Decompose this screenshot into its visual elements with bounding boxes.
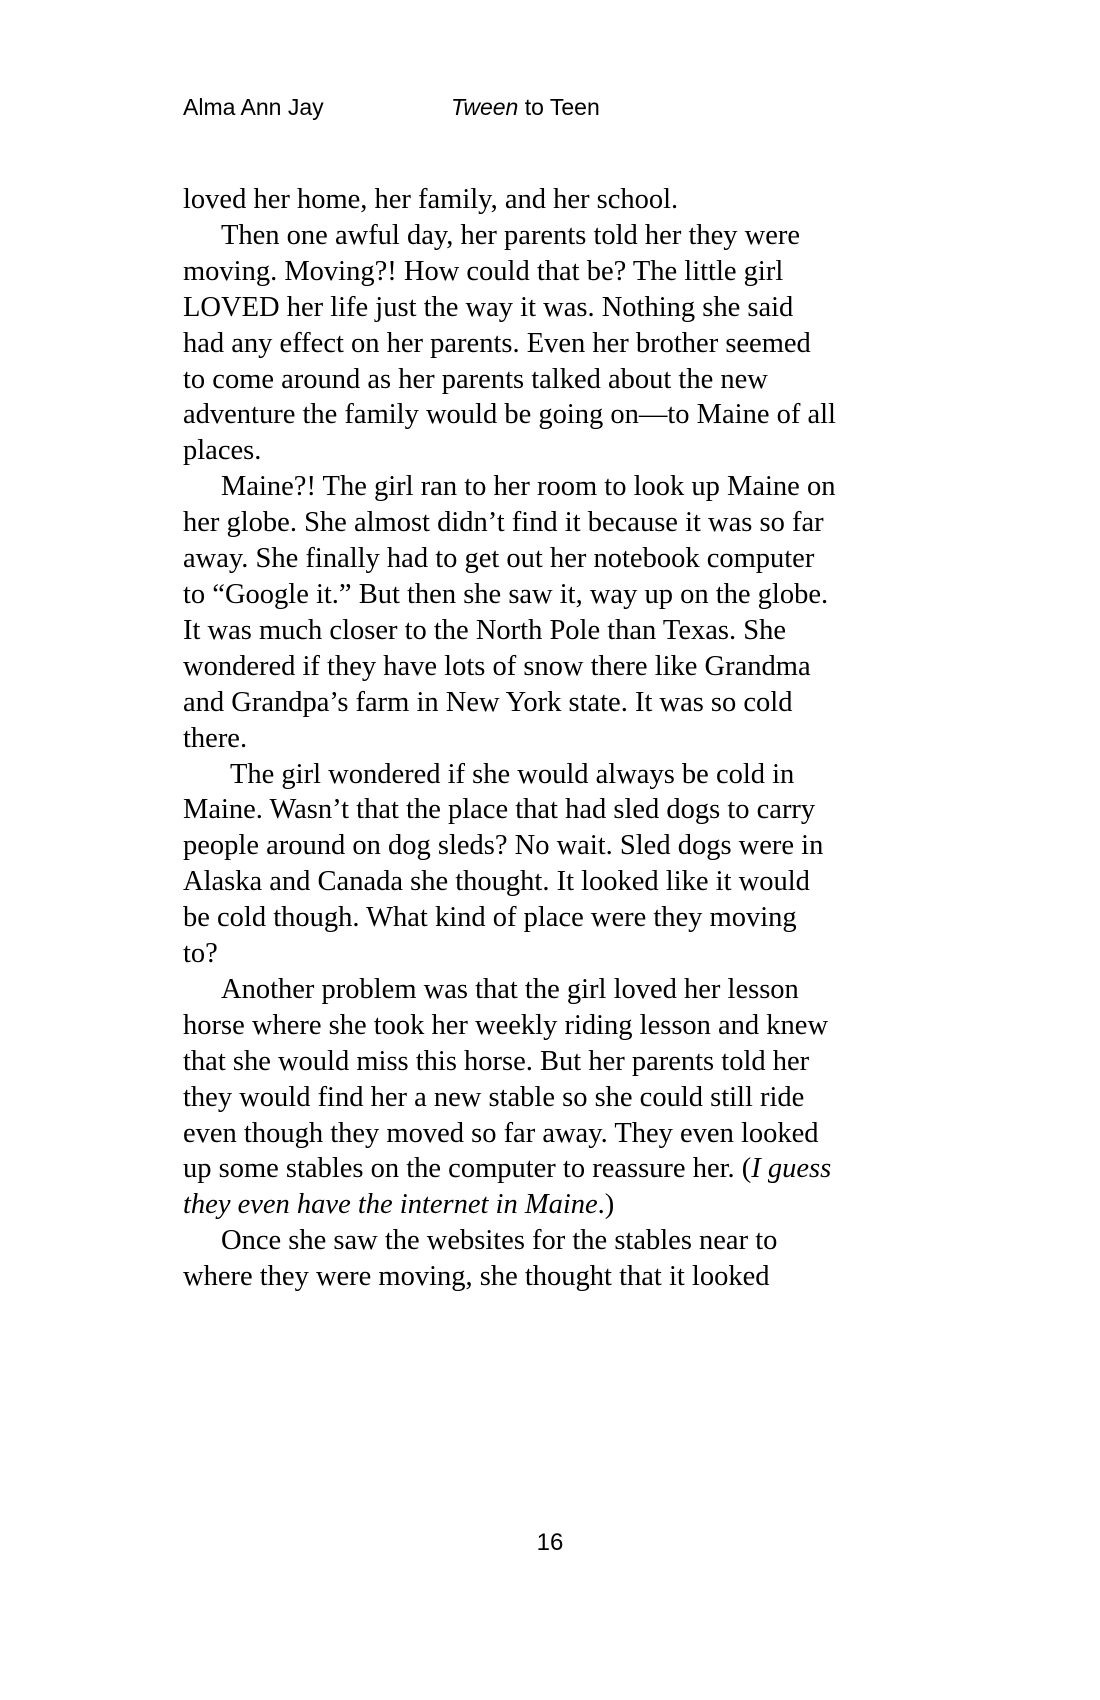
paragraph-globe-search: Maine?! The girl ran to her room to look up Maine on her globe. She almost didn’t find it because it was so far away. She finally had to get out her notebook computer to “Google it.” But then she saw it, way up on the globe. It was much closer to the North Pole than Texas. She wondered if they have lots of snow there like Grandma and Grandpa’s farm in New York state. It was so cold there. (183, 471, 836, 754)
running-header (183, 92, 903, 126)
header-book-title-rest: to Teen (518, 94, 600, 120)
paragraph-moving-news: Then one awful day, her parents told her they were moving. Moving?! How could that be? The little girl LOVED her life just the way it was. Nothing she said had any effect on her parents. Even her brother seemed to come around as her parents talked about the new adventure the family would be going on—to Maine of all places. (183, 219, 836, 467)
paragraph-lesson-horse-run1: Another problem was that the girl loved her lesson horse where she took her weekly riding lesson and knew that she would miss this horse. But her parents told her they would find her a new stable so she could still ride even though they moved so far away. They even looked up some stables on the computer to reassure her. ( (183, 973, 829, 1185)
header-author-name: Alma Ann Jay (183, 94, 324, 120)
page-number: 16 (536, 1529, 564, 1556)
header-book-title (451, 92, 600, 122)
body-text-column (183, 182, 838, 1295)
paragraph-lesson-horse-aside-italic: I guess they even have the internet in Maine (183, 1153, 832, 1221)
paragraph-lesson-horse (183, 972, 838, 1223)
paragraph-continuation: loved her home, her family, and her school. (183, 184, 679, 215)
paragraph-lesson-horse-run2: .) (597, 1189, 615, 1221)
paragraph-stable-websites: Once she saw the websites for the stables near to where they were moving, she thought that it looked (183, 1225, 778, 1293)
paragraph-sled-dogs: The girl wondered if she would always be cold in Maine. Wasn’t that the place that had sled dogs to carry people around on dog sleds? No wait. Sled dogs were in Alaska and Canada she thought. It looked like it would be cold though. What kind of place were they moving to? (183, 758, 824, 970)
header-book-title-italic: Tween (451, 94, 519, 120)
